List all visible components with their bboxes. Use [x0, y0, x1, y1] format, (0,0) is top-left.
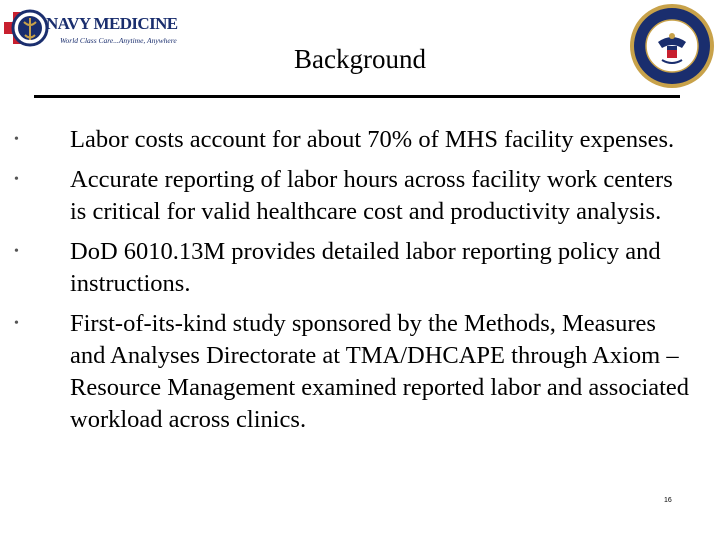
bullet-text: Accurate reporting of labor hours across facility work centers is critical for valid healthcare cost and productivity analysis. — [70, 166, 673, 225]
bullet-dot-icon: • — [14, 316, 19, 331]
bullet-text: DoD 6010.13M provides detailed labor reporting policy and instructions. — [70, 238, 661, 297]
bullet-item — [0, 308, 690, 436]
bullet-item — [0, 236, 690, 300]
bullet-list — [0, 124, 720, 444]
bullet-text: First-of-its-kind study sponsored by the Methods, Measures and Analyses Directorate at TMA/DHCAPE through Axiom – Resource Management examined reported labor and associated workload across clinics. — [70, 310, 690, 433]
title-divider — [34, 95, 680, 98]
bullet-dot-icon: • — [14, 244, 19, 259]
bullet-dot-icon: • — [14, 132, 19, 147]
bullet-text: Labor costs account for about 70% of MHS facility expenses. — [70, 126, 675, 153]
bullet-item — [0, 164, 690, 228]
logo-name: NAVY MEDICINE — [46, 14, 178, 33]
bullet-dot-icon: • — [14, 172, 19, 187]
logo-tagline: World Class Care...Anytime, Anywhere — [60, 36, 177, 45]
bullet-item — [0, 124, 690, 156]
slide-title: Background — [294, 44, 426, 74]
page-number: 16 — [664, 497, 672, 504]
